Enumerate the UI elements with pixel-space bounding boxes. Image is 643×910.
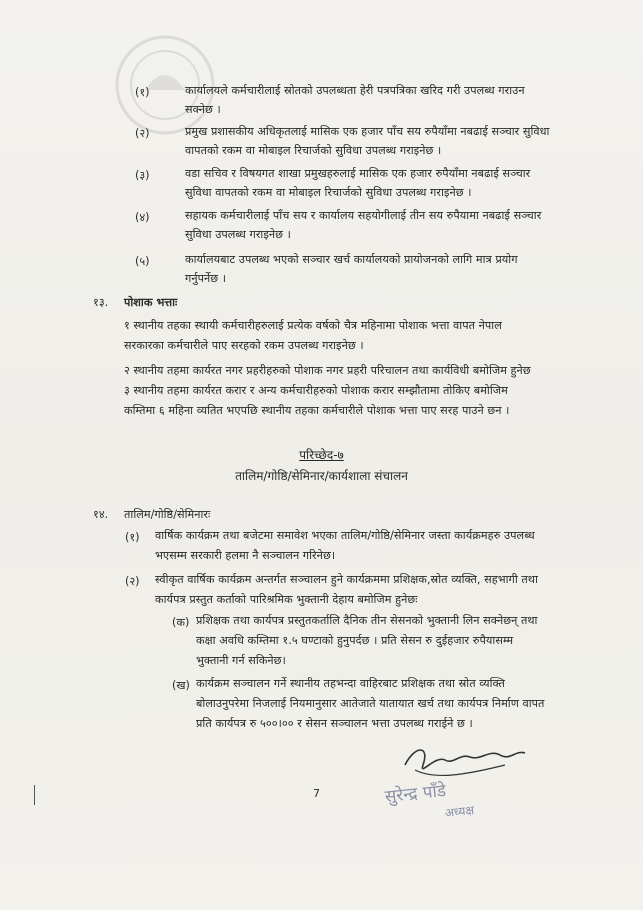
s14-ka-line1: प्रशिक्षक तथा कार्यपत्र प्रस्तुतकर्तालि दैनिक तीन सेसनको भुक्तानी लिन सक्नेछन् तथा — [196, 614, 538, 627]
svg-text:सुरेन्द्र पाँडे: सुरेन्द्र पाँडे — [383, 780, 447, 808]
s14-item-2-line1: स्वीकृत वार्षिक कार्यक्रम अन्तर्गत सञ्चालन हुने कार्यक्रममा प्रशिक्षक,स्रोत व्यक्ति, सहभागी तथा — [155, 573, 538, 586]
s14-item-2-number: (२) — [125, 575, 140, 588]
item-4-number: (४) — [135, 211, 150, 224]
section-13-line: २ स्थानीय तहमा कार्यरत नगर प्रहरीहरुको पोशाक नगर प्रहरी परिचालन तथा कार्यविधी बमोजिम हुनेछ — [124, 364, 531, 377]
item-2-line2: वापतको रकम वा मोबाइल रिचार्जको सुविधा उपलब्ध गराइनेछ । — [185, 144, 442, 157]
item-3-line2: सुविधा वापतको रकम वा मोबाइल रिचार्जको सुविधा उपलब्ध गराइनेछ । — [185, 186, 472, 199]
margin-mark — [34, 785, 35, 805]
item-3-line1: वडा सचिव र विषयगत शाखा प्रमुखहरुलाई मासिक एक हजार रुपैयाँमा नबढाई सञ्चार — [185, 167, 531, 180]
chapter-subtitle: तालिम/गोष्ठि/सेमिनार/कार्यशाला संचालन — [235, 469, 408, 483]
item-1-number: (१) — [135, 86, 150, 99]
s14-item-2-line2: कार्यपत्र प्रस्तुत कर्ताको पारिश्रमिक भुक्तानी देहाय बमोजिम हुनेछः — [155, 593, 418, 606]
s14-ka-line2: कक्षा अवधि कम्तिमा १.५ घण्टाको हुनुपर्दछ । प्रति सेसन रु दुईहजार रुपैयासम्म — [196, 634, 514, 647]
item-1-line1: कार्यालयले कर्मचारीलाई स्रोतको उपलब्धता हेरी पत्रपत्रिका खरिद गरी उपलब्ध गराउन — [185, 84, 525, 97]
s14-kha-line3: प्रति कार्यपत्र रु ५००।०० र सेसन सञ्चालन भत्ता उपलब्ध गराईने छ । — [196, 717, 473, 730]
s14-kha-line2: बोलाउनुपरेमा निजलाई नियमानुसार आतेजाते यातायात खर्च तथा कार्यपत्र निर्माण वापत — [196, 697, 545, 710]
svg-text:अध्यक्ष: अध्यक्ष — [444, 803, 475, 820]
s14-kha-line1: कार्यक्रम सञ्चालन गर्ने स्थानीय तहभन्दा वाहिरबाट प्रशिक्षक तथा स्रोत व्यक्ति — [196, 677, 505, 690]
item-1-line2: सक्नेछ । — [185, 103, 221, 116]
section-14-title: तालिम/गोष्ठि/सेमिनारः — [124, 508, 211, 521]
item-5-number: (५) — [135, 255, 150, 268]
s14-kha-label: (ख) — [172, 679, 190, 692]
item-5-line2: गर्नुपर्नेछ । — [185, 272, 227, 285]
item-2-number: (२) — [135, 127, 150, 140]
page-number: 7 — [313, 787, 320, 800]
item-2-line1: प्रमुख प्रशासकीय अधिकृतलाई मासिक एक हजार पाँच सय रुपैयाँमा नबढाई सञ्चार सुविधा — [185, 125, 550, 138]
section-13-line: सरकारका कर्मचारीले पाए सरहको रकम उपलब्ध गराइनेछ । — [124, 339, 364, 352]
section-13-line: ३ स्थानीय तहमा कार्यरत करार र अन्य कर्मचारीहरुको पोशाक करार सम्झौतामा तोकिए बमोजिम — [124, 384, 508, 397]
chapter-title: परिच्छेद-७ — [299, 448, 344, 462]
signature-stamp — [375, 735, 545, 820]
s14-ka-line3: भुक्तानी गर्न सकिनेछ। — [196, 654, 286, 667]
section-13-line: कम्तिमा ६ महिना व्यतित भएपछि स्थानीय तहका कर्मचारीले पोशाक भत्ता पाए सरह पाउने छन । — [124, 404, 510, 417]
section-14-number: १४. — [93, 508, 109, 521]
item-4-line2: सुविधा उपलब्ध गराइनेछ । — [185, 228, 291, 241]
s14-item-1-line1: वार्षिक कार्यक्रम तथा बजेटमा समावेश भएका तालिम/गोष्ठि/सेमिनार जस्ता कार्यक्रमहरु उपलब्ध — [155, 529, 535, 542]
item-4-line1: सहायक कर्मचारीलाई पाँच सय र कार्यालय सहयोगीलाई तीन सय रुपैयामा नबढाई सञ्चार — [185, 209, 542, 222]
item-3-number: (३) — [135, 169, 150, 182]
s14-item-1-number: (१) — [125, 531, 140, 544]
s14-item-1-line2: भएसम्म सरकारी हलमा नै सञ्चालन गरिनेछ। — [155, 549, 336, 562]
section-13-line: १ स्थानीय तहका स्थायी कर्मचारीहरुलाई प्रत्येक वर्षको चैत्र महिनामा पोशाक भत्ता वापत नेपाल — [124, 319, 502, 332]
section-13-title: पोशाक भत्ताः — [124, 296, 178, 309]
item-5-line1: कार्यालयबाट उपलब्ध भएको सञ्चार खर्च कार्यालयको प्रायोजनको लागि मात्र प्रयोग — [185, 253, 518, 266]
s14-ka-label: (क) — [172, 616, 190, 629]
section-13-number: १३. — [93, 296, 109, 309]
